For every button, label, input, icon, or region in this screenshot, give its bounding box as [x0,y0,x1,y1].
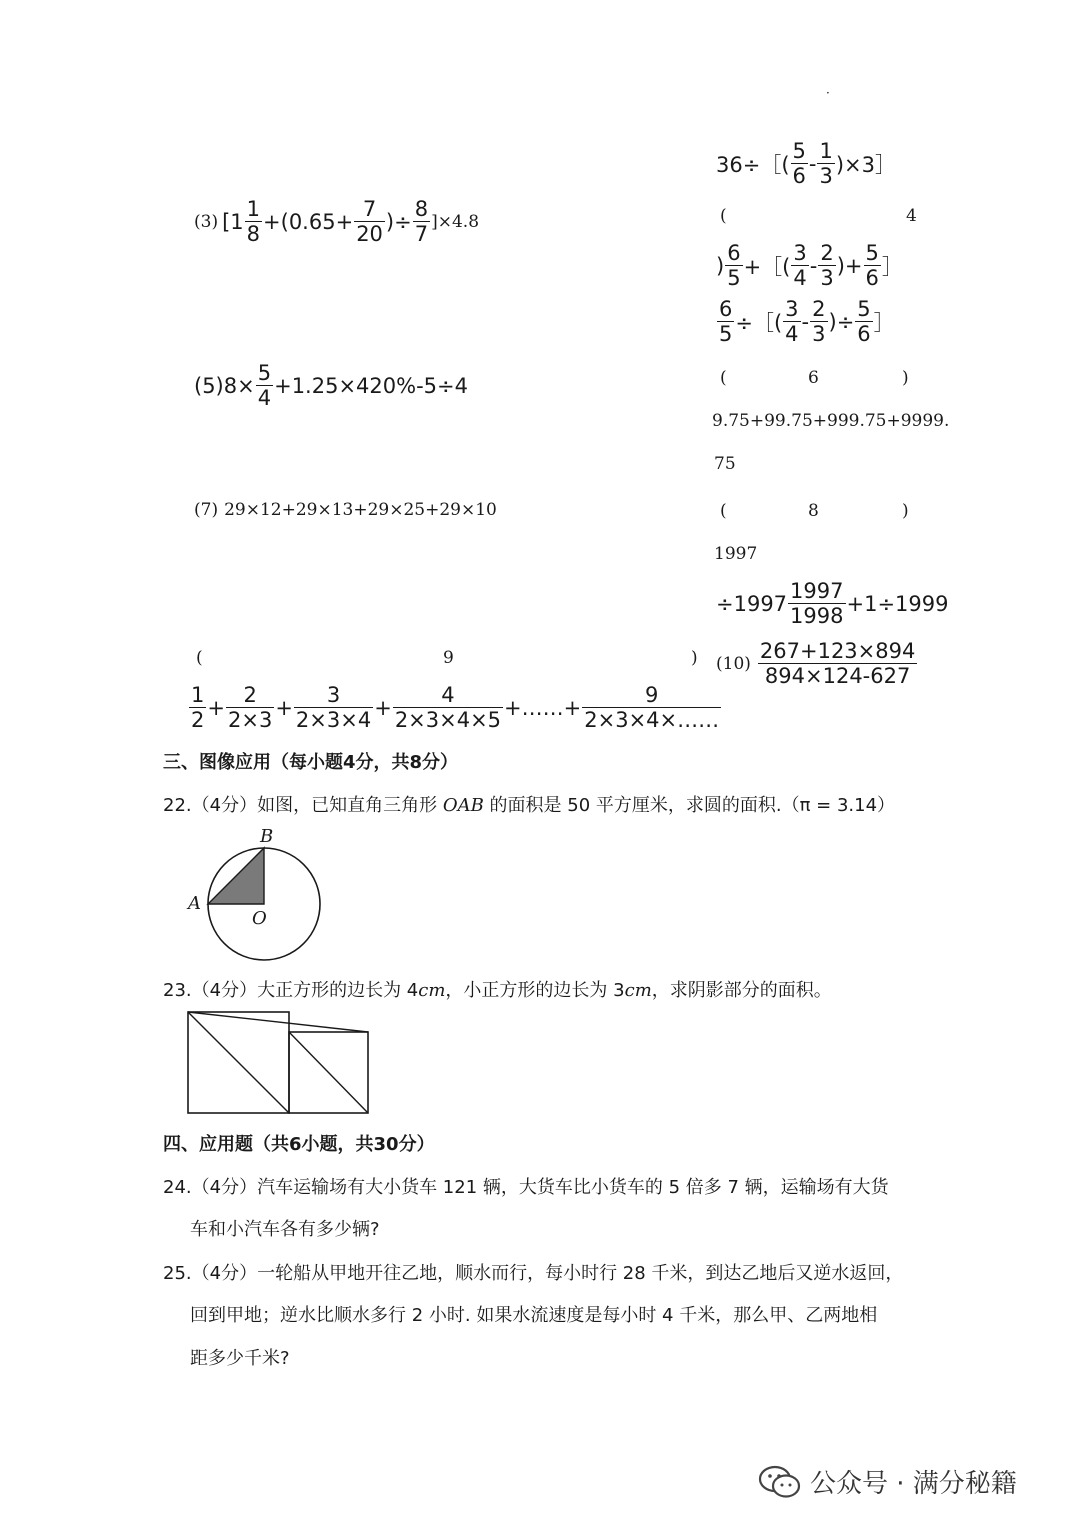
fraction: $\frac{5}{4}$ [257,361,272,411]
corner-mark: · [826,86,830,100]
expr-text: 29×12+29×13+29×25+29×10 [224,500,497,520]
circle-triangle-figure [180,820,330,965]
watermark [758,1463,1017,1500]
fraction: $\frac{1}{3}$ [819,139,833,189]
unit: cm [418,980,446,1001]
expr-text: + [374,695,392,720]
expr-text: )÷ [828,309,855,334]
expr-text: )+ [836,253,863,278]
expr-text: ) [716,253,725,278]
expr-text: - [801,309,810,334]
squares-figure [186,1010,372,1116]
question-text: ，求阴影部分的面积。 [651,980,832,1001]
item-8-open: ( [720,501,727,521]
question-25-line-1: 25.（4分）一轮船从甲地开往乙地，顺水而行，每小时行 28 千米，到达乙地后又逆水返回， [163,1263,904,1284]
expr-6-continued: 75 [714,454,736,474]
section-4-title: 四、应用题（共6小题，共30分） [163,1134,435,1155]
label-a: A [188,893,201,914]
item-6-close: ) [902,368,909,388]
expr-text: +(0.65+ [263,209,354,234]
triangle-name: OAB [442,795,484,816]
question-text: 的面积是 50 平方厘米，求圆的面积.（π = 3.14） [483,795,896,816]
fraction: $\frac{267+123\times 894}{894\times 124-627}$ [759,639,916,689]
expr-4b [716,298,895,345]
item-label: (3) [194,211,219,232]
item-4-number: 4 [906,206,917,226]
connecting-line [188,1012,368,1032]
expr-text: ]×4.8 [431,211,480,232]
fraction: $\frac{5}{6}$ [865,241,879,291]
expr-text: [1 [222,209,244,234]
question-25-line-2: 回到甲地；逆水比顺水多行 2 小时. 如果水流速度是每小时 4 千米，那么甲、乙两地相 [190,1305,878,1326]
expr-4 [716,242,903,289]
fraction: $\frac{6}{5}$ [719,297,733,347]
expr-text: ］ [881,254,903,279]
question-25-line-3: 距多少千米? [190,1348,290,1369]
expr-8b [716,580,949,627]
fraction: $\frac{8}{7}$ [414,197,429,247]
diagonal-line [289,1032,368,1113]
fraction: $\frac{9}{2\times 3\times 4\times\dots\dots}$ [584,683,720,733]
expr-6: 9.75+99.75+999.75+9999. [712,411,950,431]
label-b: B [260,826,274,847]
section-3-title: 三、图像应用（每小题4分，共8分） [163,752,459,773]
expr-3 [194,198,479,245]
expr-text: )÷ [385,209,412,234]
item-8-number: 8 [808,501,819,521]
fraction: $\frac{5}{6}$ [857,297,871,347]
fraction: $\frac{3}{4}$ [793,241,807,291]
fraction: $\frac{2}{2\times 3}$ [227,683,273,733]
question-text: ，小正方形的边长为 3 [445,980,625,1001]
watermark-text: 公众号 · 满分秘籍 [810,1469,1017,1499]
expr-text: +［( [743,254,791,279]
wechat-icon [758,1464,802,1500]
question-22 [163,791,895,817]
item-label: (10) [716,653,751,674]
fraction: $\frac{3}{2\times 3\times 4}$ [295,683,372,733]
expr-text: - [809,253,818,278]
item-label: (7) [194,500,219,520]
fraction: $\frac{1}{8}$ [246,197,261,247]
item-6-number: 6 [808,368,819,388]
expr-text: ÷1997 [716,591,788,616]
question-23 [163,976,832,1002]
fraction: $\frac{1997}{1998}$ [790,579,844,629]
fraction: $\frac{4}{2\times 3\times 4\times 5}$ [394,683,502,733]
fraction: $\frac{6}{5}$ [727,241,741,291]
expr-text: +1.25×420%-5÷4 [274,373,468,398]
question-text: 22.（4分）如图，已知直角三角形 [163,795,443,816]
unit: cm [624,980,652,1001]
expr-text: )×3］ [835,152,896,177]
item-4-open: ( [720,206,727,226]
fraction: $\frac{7}{20}$ [356,197,383,247]
expr-text: + [275,695,293,720]
fraction: $\frac{2}{3}$ [812,297,826,347]
label-o: O [252,908,267,929]
expr-text: ］ [873,310,895,335]
item-6-open: ( [720,368,727,388]
expr-text: 8× [223,373,255,398]
expr-5 [194,362,468,409]
expr-text: ÷［( [735,310,783,335]
expr-text: +1÷1999 [846,591,949,616]
item-9-open: ( [196,648,203,668]
item-9-number: 9 [443,648,454,668]
fraction: $\frac{2}{3}$ [820,241,834,291]
fraction: $\frac{5}{6}$ [792,139,806,189]
item-8-close: ) [902,501,909,521]
expr-text: + [207,695,225,720]
expr-7 [194,500,497,520]
fraction: $\frac{1}{2}$ [191,683,205,733]
expr-8: 1997 [714,544,758,564]
question-text: 23.（4分）大正方形的边长为 4 [163,980,419,1001]
expr-36 [716,140,896,187]
diagonal-line [188,1012,289,1113]
expr-9 [188,684,722,731]
item-label: (5) [194,373,224,398]
expr-text: +……+ [504,695,582,720]
question-24-line-2: 车和小汽车各有多少辆? [190,1219,380,1240]
expr-text: - [808,151,817,176]
question-24-line-1: 24.（4分）汽车运输场有大小货车 121 辆，大货车比小货车的 5 倍多 7 辆，运输场有大货 [163,1177,889,1198]
expr-10 [716,640,918,687]
fraction: $\frac{3}{4}$ [785,297,799,347]
item-9-close: ) [691,648,698,668]
expr-text: 36÷［( [716,152,790,177]
